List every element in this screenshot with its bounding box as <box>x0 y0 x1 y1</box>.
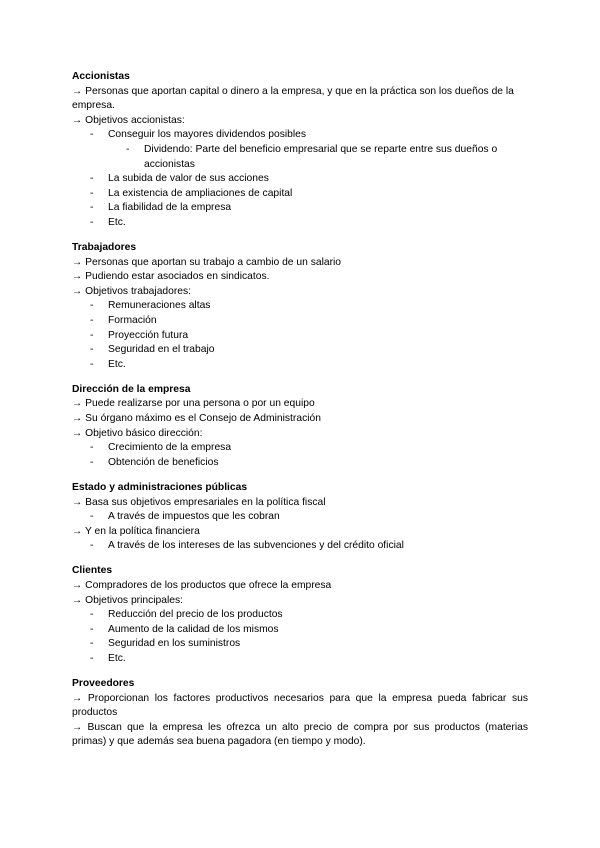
dash-bullet: - <box>90 358 94 370</box>
list-item-text: Seguridad en los suministros <box>108 638 241 650</box>
list-item-text: Aumento de la calidad de los mismos <box>108 623 279 635</box>
list-item-text: Etc. <box>108 358 126 370</box>
list-item-text: Conseguir los mayores dividendos posibles <box>108 129 307 141</box>
dash-bullet: - <box>90 652 94 664</box>
list-item-text: A través de los intereses de las subvenciones y del crédito oficial <box>108 540 404 552</box>
section-accionistas <box>72 70 528 231</box>
list-item-text: Dividendo: Parte del beneficio empresarial que se reparte entre sus dueños o accionistas <box>144 143 498 170</box>
section-clientes <box>72 564 528 666</box>
list-item-text: Reducción del precio de los productos <box>108 609 283 621</box>
dash-bullet: - <box>90 456 94 468</box>
section-heading: Estado y administraciones públicas <box>72 481 248 493</box>
list-item <box>72 343 528 358</box>
dash-bullet: - <box>90 638 94 650</box>
section-heading: Dirección de la empresa <box>72 383 191 395</box>
section-trabajadores <box>72 241 528 372</box>
section-direccion <box>72 383 528 471</box>
list-item <box>72 623 528 638</box>
dash-bullet: - <box>90 609 94 621</box>
dash-bullet: - <box>90 442 94 454</box>
text-line: → Su órgano máximo es el Consejo de Administración <box>72 413 321 425</box>
text-line: → Personas que aportan su trabajo a cambio de un salario <box>72 256 342 268</box>
dash-bullet: - <box>90 187 94 199</box>
dash-bullet: - <box>90 315 94 326</box>
section-heading: Proveedores <box>72 678 135 690</box>
dash-bullet: - <box>90 623 94 635</box>
list-item-text: La existencia de ampliaciones de capital <box>108 187 293 199</box>
text-line: → Personas que aportan capital o dinero a la empresa, y que en la práctica son los dueños de la empresa. <box>72 85 514 112</box>
list-item-text: Etc. <box>108 216 126 228</box>
dash-bullet: - <box>90 511 94 523</box>
dash-bullet: - <box>90 540 94 552</box>
text-line: → Objetivos trabajadores: <box>72 285 192 297</box>
list-item <box>72 637 528 652</box>
section-estado <box>72 481 528 554</box>
list-item-text: Formación <box>108 315 157 326</box>
list-item-text: La fiabilidad de la empresa <box>108 202 232 214</box>
list-item <box>72 358 528 373</box>
text-line: → Compradores de los productos que ofrece la empresa <box>72 580 332 591</box>
text-line: → Objetivos accionistas: <box>72 114 185 126</box>
section-heading: Accionistas <box>72 71 130 82</box>
list-item <box>72 314 528 329</box>
list-item <box>72 539 528 554</box>
text-line: → Puede realizarse por una persona o por un equipo <box>72 398 315 410</box>
dash-bullet: - <box>90 300 94 312</box>
list-item-text: Proyección futura <box>108 329 189 341</box>
list-item <box>72 329 528 344</box>
list-item <box>72 172 528 187</box>
list-item-nested <box>72 143 528 172</box>
list-item-text: Obtención de beneficios <box>108 456 219 468</box>
list-item-text: Seguridad en el trabajo <box>108 344 215 356</box>
section-heading: Trabajadores <box>72 242 137 254</box>
dash-bullet: - <box>90 216 94 228</box>
list-item-text: Remuneraciones altas <box>108 300 211 312</box>
list-item-text: Crecimiento de la empresa <box>108 442 232 454</box>
list-item-text: A través de impuestos que les cobran <box>108 511 280 523</box>
list-item <box>72 187 528 202</box>
text-line: → Buscan que la empresa les ofrezca un alto precio de compra por sus productos (materias primas) y que además sea buena pagadora (en tiempo y modo). <box>72 721 528 748</box>
section-heading: Clientes <box>72 565 113 577</box>
list-item <box>72 441 528 456</box>
section-proveedores <box>72 677 528 750</box>
list-item-text: La subida de valor de sus acciones <box>108 173 269 185</box>
dash-bullet: - <box>126 143 130 155</box>
text-line: → Objetivo básico dirección: <box>72 427 203 439</box>
text-line: → Y en la política financiera <box>72 525 200 537</box>
dash-bullet: - <box>90 129 94 141</box>
list-item <box>72 652 528 667</box>
list-item <box>72 299 528 314</box>
dash-bullet: - <box>90 173 94 185</box>
dash-bullet: - <box>90 202 94 214</box>
dash-bullet: - <box>90 344 94 356</box>
list-item <box>72 216 528 231</box>
list-item-text: Etc. <box>108 652 126 664</box>
list-item <box>72 201 528 216</box>
list-item <box>72 128 528 143</box>
text-line: → Basa sus objetivos empresariales en la política fiscal <box>72 496 326 508</box>
list-item <box>72 456 528 471</box>
text-line: → Objetivos principales: <box>72 594 184 606</box>
list-item <box>72 510 528 525</box>
list-item <box>72 608 528 623</box>
text-line: → Pudiendo estar asociados en sindicatos. <box>72 271 270 283</box>
text-line: → Proporcionan los factores productivos necesarios para que la empresa pueda fabricar sus productos <box>72 692 528 719</box>
document-body <box>72 70 528 761</box>
dash-bullet: - <box>90 329 94 341</box>
